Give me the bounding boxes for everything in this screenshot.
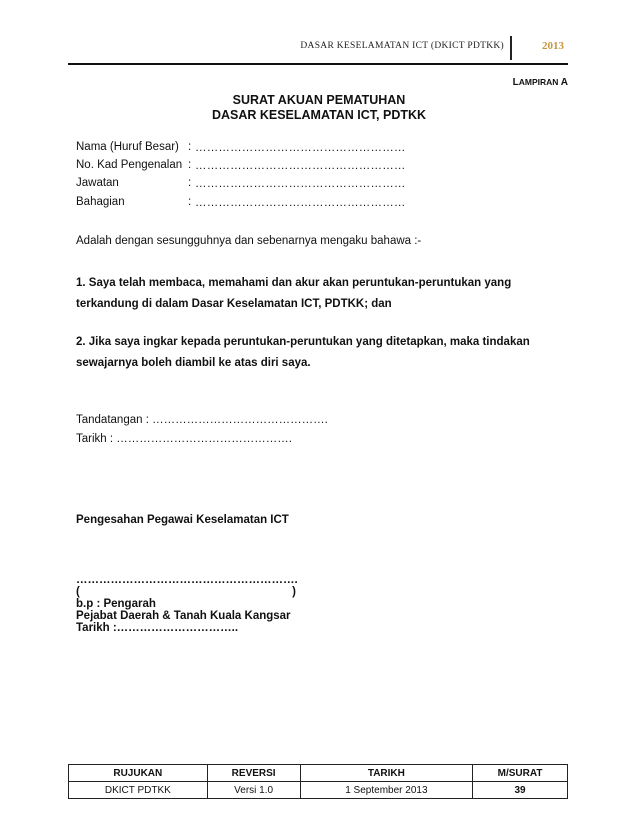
footer-header-reversi: REVERSI: [207, 765, 300, 782]
clause-1-line-1: 1. Saya telah membaca, memahami dan akur akan peruntukan-peruntukan yang: [76, 277, 512, 289]
officer-line-3: Tarikh :…………………………..: [76, 622, 239, 634]
signature-line: Tandatangan : ……………………………………….: [76, 414, 328, 426]
header-rule: [68, 63, 568, 65]
field-dots: ………………………………………………: [195, 178, 406, 190]
field-bahagian: [76, 196, 556, 212]
paren-close: ): [292, 586, 296, 598]
date-line: Tarikh : ……………………………………….: [76, 433, 292, 445]
footer-value-reversi: Versi 1.0: [207, 782, 300, 799]
officer-name-parentheses: [76, 586, 306, 598]
officer-line-1: b.p : Pengarah: [76, 598, 156, 610]
field-colon: :: [188, 141, 192, 153]
page-header: [68, 36, 568, 64]
field-dots: ………………………………………………: [195, 142, 406, 154]
field-dots: ………………………………………………: [195, 160, 406, 172]
field-dots: ………………………………………………: [195, 197, 406, 209]
field-label: Nama (Huruf Besar): [76, 141, 179, 153]
officer-line-2: Pejabat Daerah & Tanah Kuala Kangsar: [76, 610, 291, 622]
annex-rest: AMPIRAN: [518, 77, 559, 87]
endorsement-heading: Pengesahan Pegawai Keselamatan ICT: [76, 514, 289, 526]
field-label: Bahagian: [76, 196, 125, 208]
footer-value-tarikh: 1 September 2013: [300, 782, 472, 799]
footer-value-msurat: 39: [473, 782, 568, 799]
officer-block: [76, 574, 306, 634]
footer-header-row: [69, 765, 568, 782]
header-separator: [510, 36, 512, 60]
footer-header-tarikh: TARIKH: [300, 765, 472, 782]
footer-header-msurat: M/SURAT: [473, 765, 568, 782]
field-label: Jawatan: [76, 177, 119, 189]
clause-2-line-2: sewajarnya boleh diambil ke atas diri saya.: [76, 357, 311, 369]
field-label: No. Kad Pengenalan: [76, 159, 183, 171]
clause-2-line-1: 2. Jika saya ingkar kepada peruntukan-peruntukan yang ditetapkan, maka tindakan: [76, 336, 530, 348]
officer-dots: ………………………………………………….: [76, 574, 298, 586]
statement-text: Adalah dengan sesungguhnya dan sebenarnya mengaku bahawa :-: [76, 235, 422, 247]
field-colon: :: [188, 196, 192, 208]
footer-value-rujukan: DKICT PDTKK: [69, 782, 208, 799]
field-colon: :: [188, 159, 192, 171]
footer-table: [68, 764, 568, 799]
document-title: [0, 93, 638, 123]
title-line-1: SURAT AKUAN PEMATUHAN: [232, 93, 406, 107]
field-jawatan: [76, 177, 556, 193]
title-line-2: DASAR KESELAMATAN ICT, PDTKK: [211, 108, 427, 122]
header-year: 2013: [542, 40, 564, 52]
field-colon: :: [188, 177, 192, 189]
header-title: DASAR KESELAMATAN ICT (DKICT PDTKK): [300, 41, 504, 51]
annex-prefix: L: [512, 77, 519, 88]
field-nama: [76, 141, 556, 157]
footer-header-rujukan: RUJUKAN: [69, 765, 208, 782]
annex-label: [513, 77, 568, 88]
paren-open: (: [76, 586, 80, 598]
clause-1-line-2: terkandung di dalam Dasar Keselamatan ICT, PDTKK; dan: [76, 298, 392, 310]
annex-letter: A: [560, 77, 568, 88]
footer-value-row: [69, 782, 568, 799]
field-kad-pengenalan: [76, 159, 556, 175]
